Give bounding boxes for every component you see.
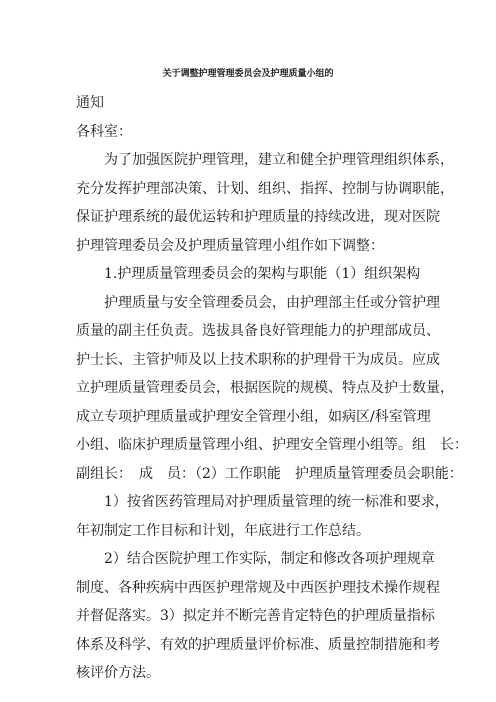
paragraph-line: 年初制定工作目标和计划，年底进行工作总结。 (76, 523, 370, 539)
paragraph-line: 核评价方法。 (76, 665, 160, 681)
document-subtitle: 通知 (76, 95, 104, 111)
paragraph-line: 为了加强医院护理管理，建立和健全护理管理组织体系， (104, 152, 454, 168)
paragraph-line: 充分发挥护理部决策、计划、组织、指挥、控制与协调职能， (76, 181, 454, 197)
paragraph-line: 制度、各种疾病中西医护理常规及中西医护理技术操作规程 (76, 580, 440, 596)
paragraph-line: 并督促落实。3）拟定并不断完善肯定特色的护理质量指标 (76, 608, 435, 624)
paragraph-line: 副组长： 成 员：（2）工作职能 护理质量管理委员会职能： (76, 466, 463, 482)
paragraph-line: 2）结合医院护理工作实际，制定和修改各项护理规章 (104, 551, 435, 567)
paragraph-line: 护士长、主管护师及以上技术职称的护理骨干为成员。应成 (76, 352, 440, 368)
paragraph-line: 1）按省医药管理局对护理质量管理的统一标准和要求， (104, 494, 449, 510)
paragraph-line: 体系及科学、有效的护理质量评价标准、质量控制措施和考 (76, 637, 440, 653)
paragraph-line: 保证护理系统的最优运转和护理质量的持续改进，现对医院 (76, 209, 440, 225)
paragraph-line: 小组、临床护理质量管理小组、护理安全管理小组等。组 长： (76, 437, 468, 453)
paragraph-line: 质量的副主任负责。选拔具备良好管理能力的护理部成员、 (76, 323, 440, 339)
salutation: 各科室： (76, 124, 132, 140)
paragraph-line: 成立专项护理质量或护理安全管理小组，如病区/科室管理 (76, 409, 431, 425)
paragraph-line: 护理管理委员会及护理质量管理小组作如下调整： (76, 238, 384, 254)
paragraph-line: 护理质量与安全管理委员会，由护理部主任或分管护理 (104, 295, 440, 311)
document-title: 关于调整护理管理委员会及护理质量小组的 (162, 69, 334, 79)
paragraph-line: 立护理质量管理委员会，根据医院的规模、特点及护士数量， (76, 380, 454, 396)
section-heading: 1.护理质量管理委员会的架构与职能（1）组织架构 (104, 266, 421, 282)
